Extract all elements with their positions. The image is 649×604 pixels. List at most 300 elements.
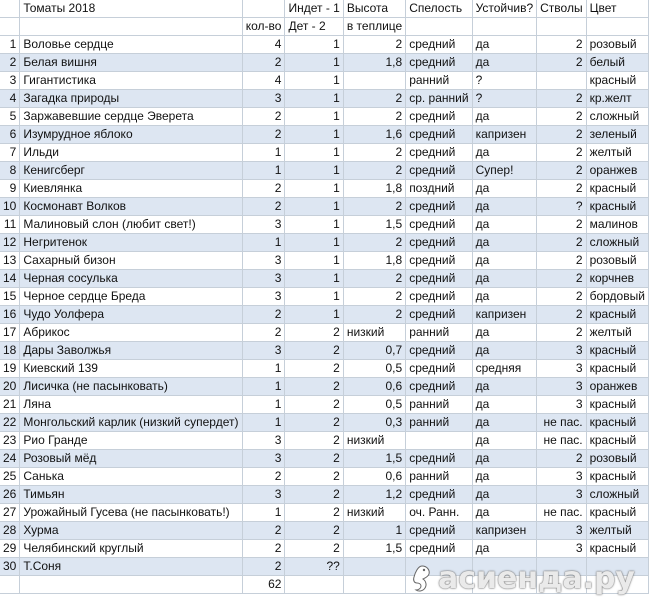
table-row [0,90,649,108]
ripeness-cell[interactable]: средний [406,144,472,162]
height-cell[interactable]: 1,8 [343,54,405,72]
table-row [0,234,649,252]
row-number-cell[interactable]: 9 [0,180,20,198]
cell[interactable] [537,18,586,36]
row-number-cell[interactable]: 3 [0,72,20,90]
quantity-cell[interactable]: 2 [242,540,285,558]
variety-name-cell[interactable]: Рио Гранде [20,432,242,450]
indet-flag-cell[interactable]: 2 [285,414,343,432]
quantity-cell[interactable]: 3 [242,252,285,270]
stems-cell[interactable]: 2 [537,270,586,288]
col-header-greenhouse[interactable]: в теплице [343,18,405,36]
indet-flag-cell[interactable]: 2 [285,504,343,522]
indet-flag-cell[interactable]: 1 [285,72,343,90]
variety-name-cell[interactable]: Тимьян [20,486,242,504]
variety-name-cell[interactable]: Негритенок [20,234,242,252]
ripeness-cell[interactable]: средний [406,378,472,396]
stems-cell[interactable]: 2 [537,324,586,342]
variety-name-cell[interactable]: Заржавевшие сердце Эверета [20,108,242,126]
table-row [0,144,649,162]
height-cell[interactable]: 2 [343,144,405,162]
indet-flag-cell[interactable]: 1 [285,144,343,162]
ripeness-cell[interactable]: средний [406,126,472,144]
fruit-color-cell[interactable]: сложный [586,108,648,126]
ripeness-cell[interactable]: средний [406,234,472,252]
ripeness-cell[interactable]: средний [406,540,472,558]
resistance-cell[interactable]: капризен [472,522,537,540]
stems-cell[interactable]: 2 [537,54,586,72]
row-number-cell[interactable]: 28 [0,522,20,540]
variety-name-cell[interactable]: Гигантистика [20,72,242,90]
stems-cell[interactable] [537,72,586,90]
row-number-cell[interactable]: 26 [0,486,20,504]
resistance-cell[interactable]: да [472,414,537,432]
ripeness-cell[interactable]: средний [406,450,472,468]
fruit-color-cell[interactable]: розовый [586,252,648,270]
height-cell[interactable]: 1,5 [343,450,405,468]
ripeness-cell[interactable]: средний [406,54,472,72]
resistance-cell[interactable]: да [472,198,537,216]
row-number-cell[interactable]: 5 [0,108,20,126]
ripeness-cell[interactable]: средний [406,162,472,180]
cell[interactable] [0,18,20,36]
indet-flag-cell[interactable]: ?? [285,558,343,576]
height-cell[interactable]: 1,2 [343,486,405,504]
ripeness-cell[interactable]: средний [406,108,472,126]
table-row [0,360,649,378]
cell[interactable] [343,576,405,594]
height-cell[interactable]: 1,5 [343,540,405,558]
fruit-color-cell[interactable]: розовый [586,450,648,468]
variety-name-cell[interactable]: Изумрудное яблоко [20,126,242,144]
resistance-cell[interactable]: да [472,252,537,270]
stems-cell[interactable]: 2 [537,108,586,126]
quantity-cell[interactable]: 1 [242,360,285,378]
variety-name-cell[interactable]: Киевский 139 [20,360,242,378]
watermark [408,561,635,596]
cell[interactable] [472,18,537,36]
quantity-cell[interactable]: 1 [242,396,285,414]
row-number-cell[interactable]: 19 [0,360,20,378]
col-header-qty[interactable]: кол-во [242,18,285,36]
quantity-cell[interactable]: 3 [242,342,285,360]
row-number-cell[interactable]: 10 [0,198,20,216]
resistance-cell[interactable]: да [472,450,537,468]
row-number-cell[interactable]: 23 [0,432,20,450]
fruit-color-cell[interactable]: красный [586,180,648,198]
resistance-cell[interactable]: средняя [472,360,537,378]
ripeness-cell[interactable]: средний [406,270,472,288]
resistance-cell[interactable]: да [472,378,537,396]
quantity-cell[interactable]: 3 [242,288,285,306]
height-cell[interactable]: 0,7 [343,342,405,360]
row-number-cell[interactable]: 29 [0,540,20,558]
fruit-color-cell[interactable]: бордовый [586,288,648,306]
height-cell[interactable]: 2 [343,90,405,108]
resistance-cell[interactable]: да [472,396,537,414]
height-cell[interactable]: 1,6 [343,126,405,144]
height-cell[interactable]: низкий [343,432,405,450]
stems-cell[interactable]: 2 [537,162,586,180]
stems-cell[interactable]: 3 [537,378,586,396]
stems-cell[interactable]: 3 [537,360,586,378]
indet-flag-cell[interactable]: 2 [285,450,343,468]
cell[interactable] [406,18,472,36]
ripeness-cell[interactable]: оч. Ранн. [406,504,472,522]
resistance-cell[interactable]: да [472,504,537,522]
table-row [0,162,649,180]
fruit-color-cell[interactable]: красный [586,198,648,216]
height-cell[interactable]: 2 [343,162,405,180]
height-cell[interactable]: 1,8 [343,180,405,198]
indet-flag-cell[interactable]: 1 [285,54,343,72]
height-cell[interactable]: 1 [343,522,405,540]
height-cell[interactable]: 2 [343,306,405,324]
row-number-cell[interactable]: 22 [0,414,20,432]
indet-flag-cell[interactable]: 2 [285,486,343,504]
height-cell[interactable]: 0,5 [343,360,405,378]
height-cell[interactable]: 1,5 [343,216,405,234]
row-number-cell[interactable]: 6 [0,126,20,144]
cell[interactable] [20,18,242,36]
row-number-cell[interactable]: 21 [0,396,20,414]
height-cell[interactable]: 0,3 [343,414,405,432]
ripeness-cell[interactable]: ранний [406,414,472,432]
cell[interactable] [0,0,20,18]
indet-flag-cell[interactable]: 1 [285,198,343,216]
row-number-cell[interactable]: 13 [0,252,20,270]
indet-flag-cell[interactable]: 1 [285,162,343,180]
resistance-cell[interactable]: да [472,144,537,162]
height-cell[interactable]: 2 [343,234,405,252]
fruit-color-cell[interactable]: корчнев [586,270,648,288]
resistance-cell[interactable]: да [472,234,537,252]
row-number-cell[interactable]: 2 [0,54,20,72]
quantity-cell[interactable]: 1 [242,234,285,252]
height-cell[interactable]: низкий [343,324,405,342]
indet-flag-cell[interactable]: 2 [285,324,343,342]
variety-name-cell[interactable]: Урожайный Гусева (не пасынковать!) [20,504,242,522]
height-cell[interactable]: 2 [343,198,405,216]
cell[interactable] [0,576,20,594]
row-number-cell[interactable]: 20 [0,378,20,396]
stems-cell[interactable]: не пас. [537,432,586,450]
row-number-cell[interactable]: 16 [0,306,20,324]
quantity-cell[interactable]: 2 [242,54,285,72]
resistance-cell[interactable]: да [472,54,537,72]
ripeness-cell[interactable]: средний [406,216,472,234]
row-number-cell[interactable]: 11 [0,216,20,234]
stems-cell[interactable]: 3 [537,522,586,540]
quantity-cell[interactable]: 2 [242,324,285,342]
stems-cell[interactable]: 2 [537,450,586,468]
stems-cell[interactable]: 2 [537,90,586,108]
resistance-cell[interactable]: капризен [472,306,537,324]
indet-flag-cell[interactable]: 1 [285,90,343,108]
stems-cell[interactable]: 2 [537,252,586,270]
col-header-resistance[interactable]: Устойчив? [472,0,537,18]
resistance-cell[interactable]: капризен [472,126,537,144]
fruit-color-cell[interactable]: оранжев [586,162,648,180]
variety-name-cell[interactable]: Санька [20,468,242,486]
stems-cell[interactable]: ? [537,198,586,216]
variety-name-cell[interactable]: Кенигсберг [20,162,242,180]
indet-flag-cell[interactable]: 1 [285,36,343,54]
height-cell[interactable]: 0,5 [343,396,405,414]
variety-name-cell[interactable]: Челябинский круглый [20,540,242,558]
height-cell[interactable]: 2 [343,108,405,126]
variety-name-cell[interactable]: Розовый мёд [20,450,242,468]
cell[interactable] [20,576,242,594]
indet-flag-cell[interactable]: 1 [285,108,343,126]
height-cell[interactable] [343,558,405,576]
stems-cell[interactable]: 2 [537,180,586,198]
total-quantity-cell[interactable]: 62 [242,576,285,594]
cell[interactable] [586,18,648,36]
resistance-cell[interactable]: да [472,270,537,288]
resistance-cell[interactable]: да [472,342,537,360]
col-header-indet[interactable]: Индет - 1 [285,0,343,18]
row-number-cell[interactable]: 25 [0,468,20,486]
fruit-color-cell[interactable]: красный [586,306,648,324]
fruit-color-cell[interactable]: сложный [586,486,648,504]
resistance-cell[interactable]: да [472,486,537,504]
fruit-color-cell[interactable]: желтый [586,324,648,342]
fruit-color-cell[interactable]: кр.желт [586,90,648,108]
height-cell[interactable]: 2 [343,288,405,306]
fruit-color-cell[interactable]: красный [586,414,648,432]
indet-flag-cell[interactable]: 1 [285,180,343,198]
indet-flag-cell[interactable]: 2 [285,378,343,396]
stems-cell[interactable]: 2 [537,126,586,144]
table-row [0,342,649,360]
ripeness-cell[interactable]: ранний [406,324,472,342]
indet-flag-cell[interactable]: 1 [285,234,343,252]
fruit-color-cell[interactable]: красный [586,360,648,378]
variety-name-cell[interactable]: Лисичка (не пасынковать) [20,378,242,396]
row-number-cell[interactable]: 7 [0,144,20,162]
sheet-title[interactable]: Томаты 2018 [20,0,242,18]
indet-flag-cell[interactable]: 2 [285,522,343,540]
indet-flag-cell[interactable]: 1 [285,288,343,306]
fruit-color-cell[interactable]: оранжев [586,378,648,396]
ripeness-cell[interactable]: поздний [406,180,472,198]
fruit-color-cell[interactable]: красный [586,432,648,450]
stems-cell[interactable]: 2 [537,234,586,252]
quantity-cell[interactable]: 2 [242,198,285,216]
variety-name-cell[interactable]: Черная сосулька [20,270,242,288]
height-cell[interactable]: 1,8 [343,252,405,270]
quantity-cell[interactable]: 4 [242,72,285,90]
variety-name-cell[interactable]: Ильди [20,144,242,162]
ripeness-cell[interactable]: средний [406,486,472,504]
fruit-color-cell[interactable]: зеленый [586,126,648,144]
variety-name-cell[interactable]: Чудо Уолфера [20,306,242,324]
stems-cell[interactable]: 3 [537,540,586,558]
row-number-cell[interactable]: 24 [0,450,20,468]
quantity-cell[interactable]: 2 [242,306,285,324]
variety-name-cell[interactable]: Ляна [20,396,242,414]
quantity-cell[interactable]: 2 [242,180,285,198]
quantity-cell[interactable]: 1 [242,378,285,396]
stems-cell[interactable]: 3 [537,342,586,360]
ripeness-cell[interactable]: ранний [406,396,472,414]
variety-name-cell[interactable]: Хурма [20,522,242,540]
fruit-color-cell[interactable]: малинов [586,216,648,234]
row-number-cell[interactable]: 8 [0,162,20,180]
quantity-cell[interactable]: 4 [242,36,285,54]
ripeness-cell[interactable]: ср. ранний [406,90,472,108]
table-row [0,72,649,90]
ripeness-cell[interactable]: средний [406,252,472,270]
row-number-cell[interactable]: 18 [0,342,20,360]
variety-name-cell[interactable]: Т.Соня [20,558,242,576]
quantity-cell[interactable]: 3 [242,432,285,450]
stems-cell[interactable]: 3 [537,396,586,414]
row-number-cell[interactable]: 1 [0,36,20,54]
resistance-cell[interactable]: да [472,288,537,306]
col-header-color[interactable]: Цвет [586,0,648,18]
ripeness-cell[interactable]: средний [406,198,472,216]
resistance-cell[interactable]: да [472,324,537,342]
stems-cell[interactable]: 3 [537,468,586,486]
height-cell[interactable] [343,72,405,90]
variety-name-cell[interactable]: Малиновый слон (любит свет!) [20,216,242,234]
resistance-cell[interactable]: ? [472,72,537,90]
col-header-ripeness[interactable]: Спелость [406,0,472,18]
variety-name-cell[interactable]: Белая вишня [20,54,242,72]
ripeness-cell[interactable]: средний [406,306,472,324]
row-number-cell[interactable]: 15 [0,288,20,306]
height-cell[interactable]: 2 [343,270,405,288]
stems-cell[interactable]: 2 [537,36,586,54]
quantity-cell[interactable]: 1 [242,414,285,432]
row-number-cell[interactable]: 12 [0,234,20,252]
row-number-cell[interactable]: 4 [0,90,20,108]
variety-name-cell[interactable]: Дары Заволжья [20,342,242,360]
col-header-height[interactable]: Высота [343,0,405,18]
resistance-cell[interactable]: да [472,216,537,234]
height-cell[interactable]: 0,6 [343,468,405,486]
quantity-cell[interactable]: 3 [242,486,285,504]
resistance-cell[interactable]: Супер! [472,162,537,180]
table-row [0,180,649,198]
height-cell[interactable]: 0,6 [343,378,405,396]
variety-name-cell[interactable]: Монгольский карлик (низкий супердет) [20,414,242,432]
resistance-cell[interactable]: ? [472,90,537,108]
ripeness-cell[interactable]: средний [406,288,472,306]
indet-flag-cell[interactable]: 1 [285,126,343,144]
quantity-cell[interactable]: 3 [242,270,285,288]
fruit-color-cell[interactable]: красный [586,72,648,90]
indet-flag-cell[interactable]: 2 [285,540,343,558]
stems-cell[interactable]: 3 [537,486,586,504]
fruit-color-cell[interactable]: красный [586,540,648,558]
ripeness-cell[interactable]: ранний [406,72,472,90]
col-header-det[interactable]: Дет - 2 [285,18,343,36]
stems-cell[interactable]: 2 [537,144,586,162]
fruit-color-cell[interactable]: желтый [586,144,648,162]
resistance-cell[interactable]: да [472,468,537,486]
quantity-cell[interactable]: 2 [242,558,285,576]
resistance-cell[interactable]: да [472,108,537,126]
ripeness-cell[interactable]: средний [406,342,472,360]
resistance-cell[interactable]: да [472,180,537,198]
variety-name-cell[interactable]: Черное сердце Бреда [20,288,242,306]
stems-cell[interactable]: 2 [537,306,586,324]
variety-name-cell[interactable]: Воловье сердце [20,36,242,54]
quantity-cell[interactable]: 2 [242,126,285,144]
ripeness-cell[interactable]: средний [406,36,472,54]
row-number-cell[interactable]: 27 [0,504,20,522]
row-number-cell[interactable]: 30 [0,558,20,576]
stems-cell[interactable]: не пас. [537,504,586,522]
fruit-color-cell[interactable]: красный [586,504,648,522]
cell[interactable] [242,0,285,18]
fruit-color-cell[interactable]: сложный [586,234,648,252]
quantity-cell[interactable]: 2 [242,468,285,486]
indet-flag-cell[interactable]: 1 [285,306,343,324]
ripeness-cell[interactable]: ранний [406,468,472,486]
quantity-cell[interactable]: 3 [242,90,285,108]
fruit-color-cell[interactable]: красный [586,342,648,360]
quantity-cell[interactable]: 1 [242,162,285,180]
stems-cell[interactable]: не пас. [537,414,586,432]
indet-flag-cell[interactable]: 1 [285,270,343,288]
row-number-cell[interactable]: 14 [0,270,20,288]
cell[interactable] [285,576,343,594]
variety-name-cell[interactable]: Абрикос [20,324,242,342]
quantity-cell[interactable]: 2 [242,108,285,126]
resistance-cell[interactable]: да [472,36,537,54]
ripeness-cell[interactable]: средний [406,360,472,378]
quantity-cell[interactable]: 3 [242,216,285,234]
indet-flag-cell[interactable]: 1 [285,216,343,234]
fruit-color-cell[interactable]: желтый [586,522,648,540]
variety-name-cell[interactable]: Киевлянка [20,180,242,198]
indet-flag-cell[interactable]: 2 [285,432,343,450]
ripeness-cell[interactable]: средний [406,522,472,540]
height-cell[interactable]: низкий [343,504,405,522]
height-cell[interactable]: 2 [343,36,405,54]
col-header-stems[interactable]: Стволы [537,0,586,18]
resistance-cell[interactable]: да [472,432,537,450]
fruit-color-cell[interactable]: красный [586,468,648,486]
indet-flag-cell[interactable]: 2 [285,396,343,414]
quantity-cell[interactable]: 1 [242,144,285,162]
fruit-color-cell[interactable]: белый [586,54,648,72]
resistance-cell[interactable]: да [472,540,537,558]
indet-flag-cell[interactable]: 2 [285,360,343,378]
variety-name-cell[interactable]: Космонавт Волков [20,198,242,216]
stems-cell[interactable]: 2 [537,288,586,306]
fruit-color-cell[interactable]: красный [586,396,648,414]
indet-flag-cell[interactable]: 2 [285,468,343,486]
fruit-color-cell[interactable]: розовый [586,36,648,54]
quantity-cell[interactable]: 1 [242,504,285,522]
row-number-cell[interactable]: 17 [0,324,20,342]
variety-name-cell[interactable]: Загадка природы [20,90,242,108]
variety-name-cell[interactable]: Сахарный бизон [20,252,242,270]
table-row [0,288,649,306]
ripeness-cell[interactable] [406,432,472,450]
quantity-cell[interactable]: 2 [242,522,285,540]
quantity-cell[interactable]: 3 [242,450,285,468]
indet-flag-cell[interactable]: 2 [285,342,343,360]
watermark-text: асиенда.ру [437,561,635,596]
indet-flag-cell[interactable]: 1 [285,252,343,270]
stems-cell[interactable]: 2 [537,216,586,234]
